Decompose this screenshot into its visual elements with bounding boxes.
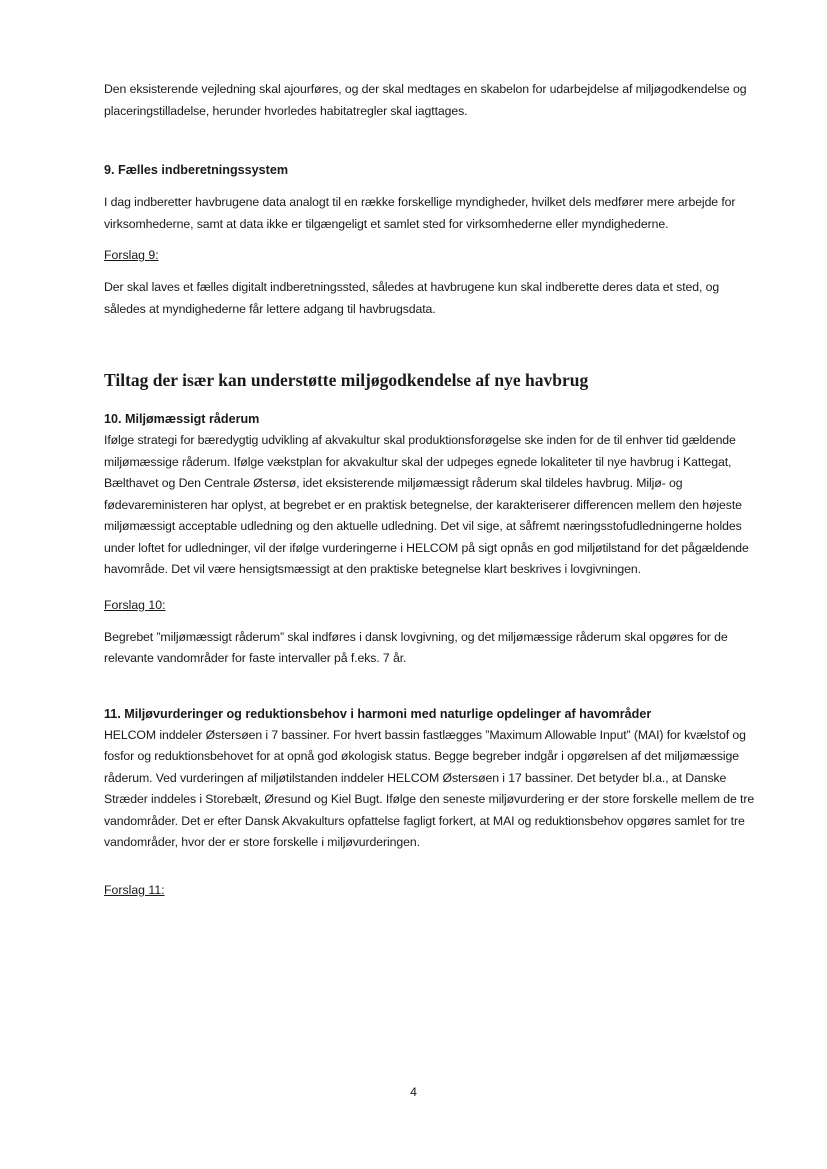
section-11-heading: 11. Miljøvurderinger og reduktionsbehov i harmoni med naturlige opdelinger af havområder (104, 706, 652, 721)
intro-paragraph: Den eksisterende vejledning skal ajourføres, og der skal medtages en skabelon for udarbejdelse af miljøgodkendelse og placeringstilladelse, herunder hvorledes habitatregler skal iagttages. (104, 82, 747, 118)
section-10-paragraph: Ifølge strategi for bæredygtig udvikling af akvakultur skal produktionsforøgelse ske inden for de til enhver tid gældende miljømæssige råderum. Ifølge vækstplan for akvakultur skal der udpeges egnede lokaliteter til nye havbrug i Kattegat, Bælthavet og Den Centrale Østersø, idet eksisterende miljømæssigt råderum skal tildeles havbrug. Miljø- og fødevareministeren har oplyst, at begrebet er en praktisk betegnelse, der karakteriserer differencen mellem den højeste miljømæssigt acceptable udledning og den aktuelle udledning. Det vil sige, at såfremt næringsstofudledningerne holdes under loftet for udledninger, vil der ifølge vurderingerne i HELCOM på sigt opnås en god miljøtilstand for det pågældende havområde. Det vil være hensigtsmæssigt at den praktiske betegnelse klart beskrives i lovgivningen. (104, 433, 749, 576)
forslag-10-label: Forslag 10: (104, 597, 166, 612)
section-9-heading: 9. Fælles indberetningssystem (104, 163, 289, 177)
page-number: 4 (410, 1085, 417, 1099)
forslag-9-label: Forslag 9: (104, 248, 159, 262)
section-title: Tiltag der især kan understøtte miljøgodkendelse af nye havbrug (104, 370, 589, 390)
forslag-11-label: Forslag 11: (104, 882, 165, 897)
forslag-9-paragraph: Der skal laves et fælles digitalt indberetningssted, således at havbrugene kun skal indberette deres data et sted, og således at myndighederne får lettere adgang til havbrugsdata. (104, 280, 720, 316)
section-11-paragraph: HELCOM inddeler Østersøen i 7 bassiner. For hvert bassin fastlægges ”Maximum Allowable Input” (MAI) for kvælstof og fosfor og reduktionsbehovet for at opnå god økologisk status. Begge begreber indgår i opgørelsen af det miljømæssige råderum. Ved vurderingen af miljøtilstanden inddeler HELCOM Østersøen i 17 bassiner. Det betyder bl.a., at Danske Stræder inddeles i Storebælt, Øresund og Kiel Bugt. Ifølge den seneste miljøvurdering er der store forskelle mellem de tre vandområder. Det er efter Dansk Akvakulturs opfattelse fagligt forkert, at MAI og reduktionsbehov opgøres samlet for tre vandområder, hvor der er store forskelle i miljøvurderingen. (104, 727, 755, 849)
section-9-paragraph: I dag indberetter havbrugene data analogt til en række forskellige myndigheder, hvilket dels medfører mere arbejde for virksomhederne, samt at data ikke er tilgængeligt et samlet sted for virksomhederne eller myndighederne. (104, 195, 736, 231)
section-10-heading: 10. Miljømæssigt råderum (104, 412, 260, 426)
document-page (104, 79, 756, 901)
forslag-10-paragraph: Begrebet ”miljømæssigt råderum” skal indføres i dansk lovgivning, og det miljømæssige råderum skal opgøres for de relevante vandområder for faste intervaller på f.eks. 7 år. (104, 629, 728, 665)
